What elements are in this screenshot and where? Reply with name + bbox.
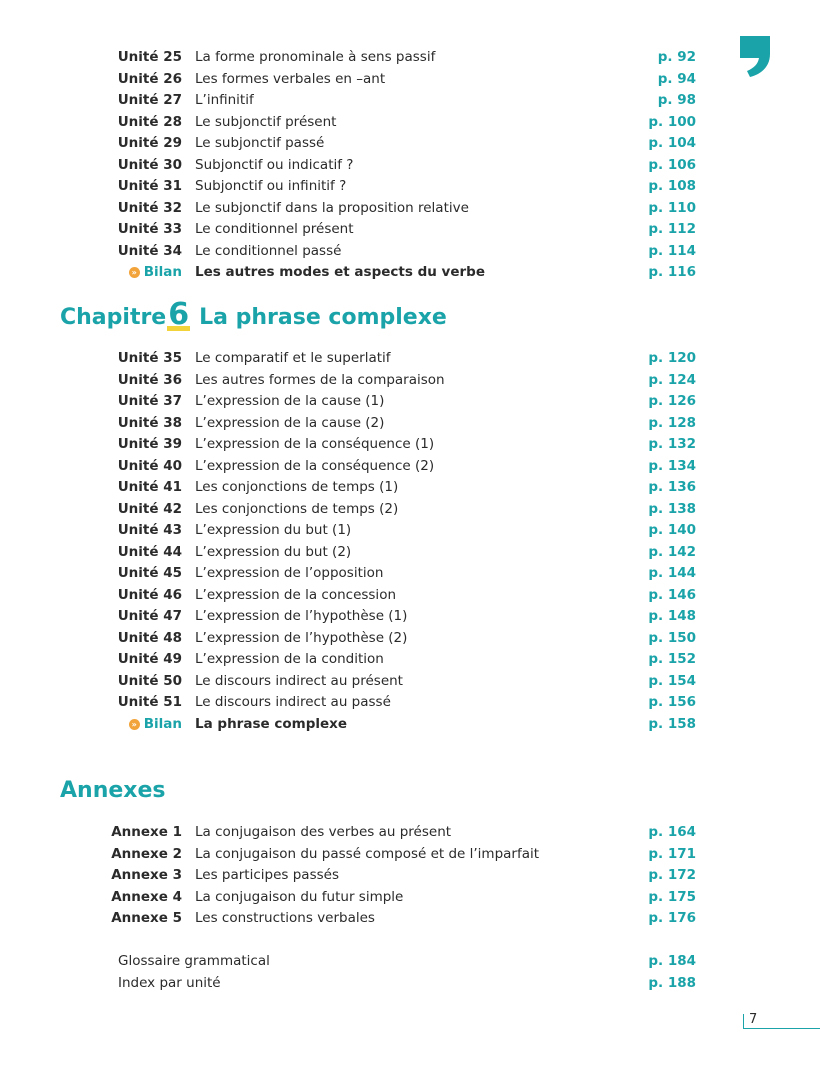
unit-label [111,887,182,908]
toc-row[interactable] [0,822,820,843]
page-reference: p. 158 [648,715,696,732]
label-text: Unité 32 [117,199,182,216]
toc-row[interactable] [0,563,820,584]
label-text: Unité 42 [117,500,182,517]
toc-row[interactable] [0,198,820,219]
entry-title: Subjonctif ou indicatif ? [195,156,354,173]
toc-row[interactable] [0,69,820,90]
entry-title: Index par unité [118,974,221,991]
entry-title: L’expression du but (1) [195,522,352,538]
entry-title: L’expression du but (2) [195,543,352,560]
page-reference: p. 134 [648,457,696,474]
toc-bilan-row[interactable] [0,714,820,735]
toc-row[interactable] [0,456,820,477]
toc-row[interactable] [0,155,820,176]
page-reference: p. 112 [648,221,696,237]
toc-row[interactable] [0,413,820,434]
label-text: Unité 26 [117,70,182,87]
toc-row[interactable] [0,112,820,133]
page-reference: p. 150 [648,629,696,646]
entry-title: Les autres modes et aspects du verbe [195,264,485,280]
label-text: Unité 28 [117,113,182,130]
label-text: Unité 40 [117,457,182,474]
bilan-label [129,714,182,735]
unit-label [111,822,182,843]
toc-row[interactable] [0,844,820,865]
toc-row[interactable] [0,951,820,972]
page-reference: p. 171 [648,845,696,862]
label-text: Annexe 1 [111,824,182,840]
label-text: Bilan [143,264,182,280]
unit-label [118,133,182,154]
entry-title: Les autres formes de la comparaison [195,371,445,388]
page-reference: p. 144 [648,565,696,581]
unit-label [118,585,182,606]
unit-label [118,606,182,627]
page-reference: p. 188 [648,974,696,991]
page-reference: p. 124 [648,371,696,388]
unit-label [118,477,182,498]
toc-row[interactable] [0,133,820,154]
entry-title: La conjugaison du futur simple [195,888,404,905]
entry-title: L’expression de l’hypothèse (1) [195,608,408,624]
page-reference: p. 148 [648,608,696,624]
page-reference: p. 184 [648,953,696,969]
chapter-number: 6 [168,297,190,332]
chapter-title: La phrase complexe [199,305,447,330]
chapter-heading [60,297,447,336]
unit-label [118,499,182,520]
page-reference: p. 136 [648,479,696,495]
entry-title: Le conditionnel passé [195,242,342,259]
unit-label [118,542,182,563]
label-text: Unité 30 [117,156,182,173]
entry-title: Glossaire grammatical [118,953,270,969]
entry-title: L’expression de la concession [195,586,397,603]
toc-row[interactable] [0,865,820,886]
unit-label [118,348,182,369]
page-reference: p. 154 [648,672,696,689]
annexes-heading: Annexes [60,778,166,803]
chevron-bullet-icon: » [129,719,140,730]
label-text: Annexe 4 [111,888,182,905]
unit-label [118,671,182,692]
toc-row[interactable] [0,908,820,929]
unit-label [111,865,182,886]
label-text: Unité 45 [117,565,182,581]
page-reference: p. 110 [648,199,696,216]
entry-title: L’expression de l’hypothèse (2) [195,629,408,646]
page-reference: p. 120 [648,350,696,366]
label-text: Unité 36 [117,371,182,388]
entry-title: L’expression de l’opposition [195,565,384,581]
page-reference: p. 156 [648,694,696,710]
toc-row[interactable] [0,47,820,68]
toc-row[interactable] [0,499,820,520]
entry-title: La conjugaison du passé composé et de l’imparfait [195,845,540,862]
toc-row[interactable] [0,241,820,262]
page-reference: p. 138 [648,500,696,517]
entry-title: Les constructions verbales [195,910,375,926]
toc-row[interactable] [0,973,820,994]
entry-title: Le comparatif et le superlatif [195,350,391,366]
page-reference: p. 172 [648,867,696,883]
footer-rule [743,1028,820,1029]
toc-row[interactable] [0,90,820,111]
unit-label [118,413,182,434]
label-text: Annexe 3 [111,867,182,883]
label-text: Bilan [143,715,182,732]
entry-title: L’expression de la conséquence (2) [195,457,435,474]
unit-label [118,692,182,713]
entry-title: Le subjonctif dans la proposition relative [195,199,469,216]
page-reference: p. 94 [657,70,696,87]
page-reference: p. 176 [648,910,696,926]
toc-bilan-row[interactable] [0,262,820,283]
label-text: Unité 29 [117,135,182,151]
label-text: Unité 34 [117,242,182,259]
entry-title: La forme pronominale à sens passif [195,49,436,65]
label-text: Unité 31 [117,178,182,194]
toc-row[interactable] [0,671,820,692]
page-reference: p. 126 [648,393,696,409]
entry-title: L’expression de la condition [195,651,384,667]
entry-title: Le discours indirect au passé [195,694,391,710]
page-reference: p. 114 [648,242,696,259]
unit-label [118,628,182,649]
label-text: Unité 37 [117,393,182,409]
label-text: Unité 51 [117,694,182,710]
entry-title: Les formes verbales en –ant [195,70,386,87]
toc-row[interactable] [0,219,820,240]
toc-row[interactable] [0,434,820,455]
unit-label [118,90,182,111]
label-text: Unité 38 [117,414,182,431]
page-reference: p. 100 [648,113,696,130]
unit-label [118,219,182,240]
unit-label [118,391,182,412]
entry-title: La conjugaison des verbes au présent [195,824,452,840]
label-text: Unité 33 [117,221,182,237]
page-reference: p. 128 [648,414,696,431]
bilan-label [129,262,182,283]
label-text: Unité 39 [117,436,182,452]
label-text: Unité 25 [117,49,182,65]
entry-title: Le conditionnel présent [195,221,354,237]
unit-label [118,563,182,584]
toc-row[interactable] [0,477,820,498]
toc-row[interactable] [0,628,820,649]
entry-title: L’expression de la conséquence (1) [195,436,435,452]
label-text: Unité 50 [117,672,182,689]
label-text: Unité 35 [117,350,182,366]
unit-label [118,47,182,68]
toc-row[interactable] [0,649,820,670]
chapter-prefix: Chapitre [60,305,167,330]
footer-tick [743,1014,744,1029]
page-reference: p. 116 [648,264,696,280]
toc-row[interactable] [0,606,820,627]
page-reference: p. 108 [648,178,696,194]
unit-label [118,155,182,176]
entry-title: Subjonctif ou infinitif ? [195,178,347,194]
page-reference: p. 106 [648,156,696,173]
toc-row[interactable] [0,348,820,369]
entry-title: La phrase complexe [195,715,348,732]
unit-label [118,434,182,455]
page-reference: p. 104 [648,135,696,151]
entry-title: L’expression de la cause (1) [195,393,385,409]
unit-label [118,456,182,477]
unit-label [118,198,182,219]
label-text: Unité 49 [117,651,182,667]
unit-label [118,176,182,197]
toc-row[interactable] [0,585,820,606]
label-text: Annexe 5 [111,910,182,926]
toc-row[interactable] [0,692,820,713]
unit-label [118,69,182,90]
label-text: Unité 44 [117,543,182,560]
toc-row[interactable] [0,542,820,563]
entry-title: L’expression de la cause (2) [195,414,385,431]
toc-row[interactable] [0,520,820,541]
label-text: Annexe 2 [111,845,182,862]
toc-row[interactable] [0,391,820,412]
unit-label [118,370,182,391]
unit-label [118,112,182,133]
entry-title: Les conjonctions de temps (1) [195,479,399,495]
label-text: Unité 46 [117,586,182,603]
page-reference: p. 142 [648,543,696,560]
entry-title: L’infinitif [195,92,254,108]
page-reference: p. 92 [657,49,696,65]
entry-title: Le discours indirect au présent [195,672,403,689]
page-reference: p. 175 [648,888,696,905]
unit-label [111,908,182,929]
toc-row[interactable] [0,176,820,197]
entry-title: Les conjonctions de temps (2) [195,500,399,517]
label-text: Unité 47 [117,608,182,624]
toc-row[interactable] [0,887,820,908]
page-reference: p. 98 [657,92,696,108]
page-reference: p. 146 [648,586,696,603]
page-reference: p. 140 [648,522,696,538]
chevron-bullet-icon: » [129,267,140,278]
label-text: Unité 27 [117,92,182,108]
page-reference: p. 152 [648,651,696,667]
toc-row[interactable] [0,370,820,391]
page-reference: p. 132 [648,436,696,452]
entry-title: Les participes passés [195,867,339,883]
unit-label [118,520,182,541]
label-text: Unité 43 [117,522,182,538]
unit-label [118,649,182,670]
label-text: Unité 48 [117,629,182,646]
label-text: Unité 41 [117,479,182,495]
entry-title: Le subjonctif passé [195,135,325,151]
entry-title: Le subjonctif présent [195,113,337,130]
page-number: 7 [749,1012,758,1027]
unit-label [111,844,182,865]
unit-label [118,241,182,262]
page-reference: p. 164 [648,824,696,840]
